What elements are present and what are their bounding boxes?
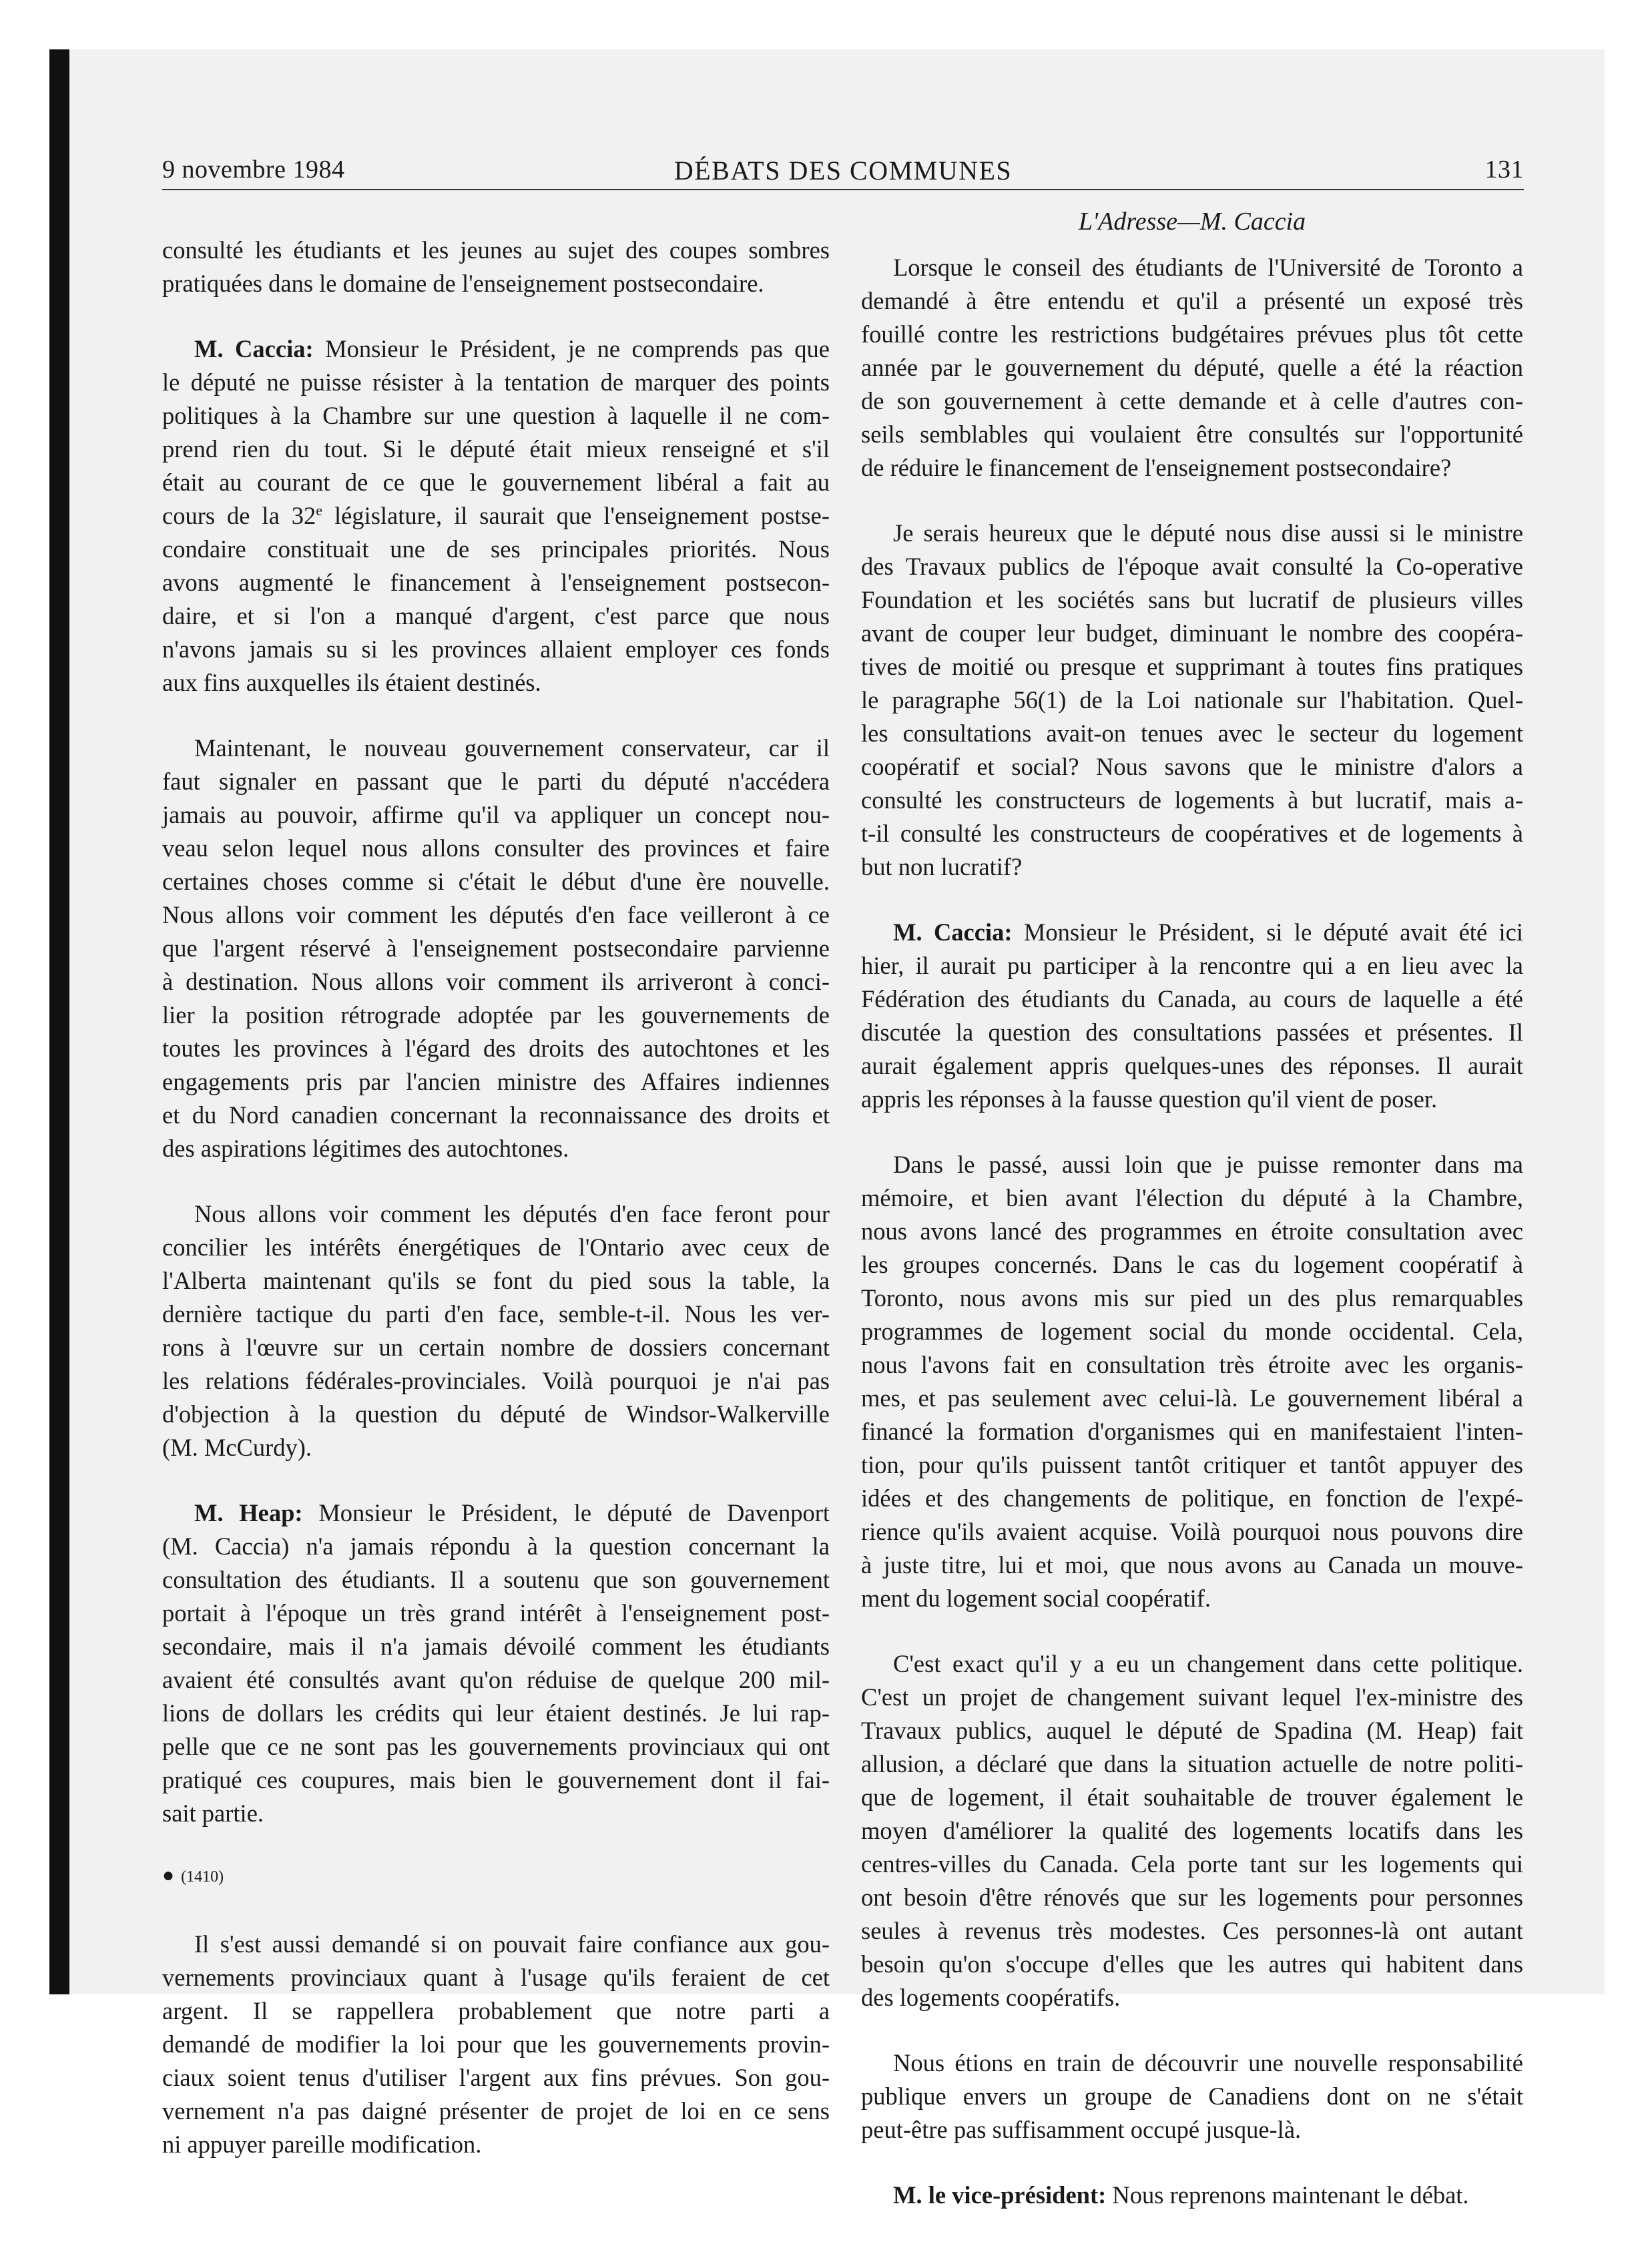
- text-run: cours de la 32: [162, 502, 316, 529]
- text-line: avant de couper leur budget, diminuant le nombre des coopéra-: [861, 619, 1523, 647]
- text-line: lions de dollars les crédits qui leur étaient destinés. Je lui rap-: [162, 1699, 830, 1727]
- paragraph: [861, 251, 1523, 485]
- text-line: fouillé contre les restrictions budgétaires prévues plus tôt cette: [861, 320, 1523, 348]
- text-line: que l'argent réservé à l'enseignement postsecondaire parvienne: [162, 934, 830, 962]
- paragraph: [162, 332, 830, 699]
- paragraph: [861, 916, 1523, 1116]
- paragraph: [861, 1148, 1523, 1615]
- text-line: tion, pour qu'ils puissent tantôt critiquer et tantôt appuyer des: [861, 1451, 1523, 1478]
- text-line: l'Alberta maintenant qu'ils se font du pied sous la table, la: [162, 1267, 830, 1294]
- paragraph: [162, 1197, 830, 1464]
- text-line: n'avons jamais su si les provinces allaient employer ces fonds: [162, 635, 830, 663]
- text-line: Nous allons voir comment les députés d'en face feront pour: [194, 1200, 830, 1227]
- text-line: Nous allons voir comment les députés d'en face veilleront à ce: [162, 901, 830, 928]
- paragraph: [861, 2046, 1523, 2147]
- paragraph: [861, 1647, 1523, 2014]
- text-line: but non lucratif?: [861, 853, 1023, 880]
- text-line: C'est exact qu'il y a eu un changement dans cette politique.: [893, 1650, 1523, 1677]
- text-line: de son gouvernement à cette demande et à celle d'autres con-: [861, 387, 1523, 414]
- text-line: appris les réponses à la fausse question qu'il vient de poser.: [861, 1085, 1438, 1113]
- text-line: Il s'est aussi demandé si on pouvait faire confiance aux gou-: [194, 1930, 830, 1958]
- text-line: (M. Caccia) n'a jamais répondu à la question concernant la: [162, 1532, 830, 1560]
- text-line: concilier les intérêts énergétiques de l'Ontario avec ceux de: [162, 1233, 830, 1261]
- right-column: [861, 200, 1523, 2244]
- text-line: portait à l'époque un très grand intérêt à l'enseignement post-: [162, 1599, 830, 1627]
- text-line: consulté les constructeurs de logements à but lucratif, mais a-: [861, 786, 1523, 814]
- text-line: [861, 916, 1523, 949]
- text-line: que de logement, il était souhaitable de trouver également le: [861, 1783, 1523, 1811]
- speech-text: Monsieur le Président, le député de Davenport: [318, 1499, 830, 1526]
- text-line: à destination. Nous allons voir comment ils arriveront à conci-: [162, 968, 830, 995]
- text-line: avaient été consultés avant qu'on réduise de quelque 200 mil-: [162, 1666, 830, 1693]
- text-line: le député ne puisse résister à la tentation de marquer des points: [162, 368, 830, 396]
- header-date: 9 novembre 1984: [162, 156, 345, 184]
- text-line: Fédération des étudiants du Canada, au cours de laquelle a été: [861, 985, 1523, 1013]
- text-line: était au courant de ce que le gouvernement libéral a fait au: [162, 469, 830, 496]
- text-line: dernière tactique du parti d'en face, semble-t-il. Nous les ver-: [162, 1300, 830, 1328]
- text-line: certaines choses comme si c'était le début d'une ère nouvelle.: [162, 868, 830, 895]
- text-line: à juste titre, lui et moi, que nous avons au Canada un mouve-: [861, 1551, 1523, 1579]
- text-line: Travaux publics, auquel le député de Spadina (M. Heap) fait: [861, 1717, 1523, 1744]
- text-line: jamais au pouvoir, affirme qu'il va appliquer un concept nou-: [162, 801, 830, 828]
- paragraph: [162, 234, 830, 300]
- text-line: consultation des étudiants. Il a soutenu que son gouvernement: [162, 1566, 830, 1593]
- running-head: L'Adresse—M. Caccia: [1078, 208, 1306, 236]
- text-line: les groupes concernés. Dans le cas du logement coopératif à: [861, 1251, 1523, 1278]
- text-line: avons augmenté le financement à l'enseignement postsecon-: [162, 569, 830, 596]
- text-line: lier la position rétrograde adoptée par les gouvernements de: [162, 1001, 830, 1029]
- paragraph: [861, 2179, 1523, 2212]
- scan-edge: [49, 49, 69, 1994]
- time-marker-text: (1410): [181, 1868, 224, 1886]
- text-line: pratiquées dans le domaine de l'enseignement postsecondaire.: [162, 270, 764, 297]
- text-line: aurait également appris quelques-unes des réponses. Il aurait: [861, 1052, 1523, 1079]
- text-line: t-il consulté les constructeurs de coopératives et de logements à: [861, 820, 1523, 847]
- text-line: moyen d'améliorer la qualité des logements locatifs dans les: [861, 1817, 1523, 1844]
- header-title: DÉBATS DES COMMUNES: [673, 156, 1013, 186]
- text-line: Dans le passé, aussi loin que je puisse remonter dans ma: [893, 1151, 1523, 1178]
- text-line: vernements provinciaux quant à l'usage qu'ils feraient de cet: [162, 1964, 830, 1991]
- text-line: prend rien du tout. Si le député était mieux renseigné et s'il: [162, 435, 830, 463]
- paragraph: [162, 1496, 830, 1830]
- text-line: d'objection à la question du député de Windsor-Walkerville: [162, 1400, 830, 1428]
- text-line: seules à revenus très modestes. Ces personnes-là ont autant: [861, 1917, 1523, 1944]
- speaker-name: M. Caccia:: [893, 918, 1013, 946]
- page-number: 131: [1484, 156, 1524, 184]
- text-line: ni appuyer pareille modification.: [162, 2131, 482, 2158]
- header-rule: [162, 189, 1524, 190]
- superscript: e: [316, 501, 322, 519]
- speech-text: Monsieur le Président, je ne comprends pas que: [325, 335, 830, 362]
- text-line: engagements pris par l'ancien ministre des Affaires indiennes: [162, 1068, 830, 1095]
- paragraph: [162, 1928, 830, 2161]
- text-line: des logements coopératifs.: [861, 1984, 1121, 2011]
- text-line: hier, il aurait pu participer à la rencontre qui a en lieu avec la: [861, 952, 1523, 979]
- text-line: tives de moitié ou presque et supprimant à toutes fins pratiques: [861, 653, 1523, 680]
- speech-text: Monsieur le Président, si le député avait été ici: [1023, 918, 1524, 946]
- text-line: Toronto, nous avons mis sur pied un des plus remarquables: [861, 1284, 1523, 1312]
- text-line: veau selon lequel nous allons consulter des provinces et faire: [162, 834, 830, 862]
- text-line: Lorsque le conseil des étudiants de l'Université de Toronto a: [893, 254, 1523, 281]
- paragraph: [162, 732, 830, 1165]
- text-line: [861, 2179, 1523, 2212]
- text-line: argent. Il se rappellera probablement que notre parti a: [162, 1997, 830, 2024]
- text-line: publique envers un groupe de Canadiens dont on ne s'était: [861, 2082, 1523, 2110]
- text-line: [162, 1496, 830, 1530]
- text-line: discutée la question des consultations passées et présentes. Il: [861, 1019, 1523, 1046]
- text-line: pratiqué ces coupures, mais bien le gouvernement dont il fai-: [162, 1766, 830, 1793]
- text-line: idées et des changements de politique, en fonction de l'expé-: [861, 1484, 1523, 1512]
- text-line: centres-villes du Canada. Cela porte tant sur les logements qui: [861, 1850, 1523, 1878]
- text-line: programmes de logement social du monde occidental. Cela,: [861, 1318, 1523, 1345]
- text-line: sait partie.: [162, 1799, 264, 1827]
- text-line: daire, et si l'on a manqué d'argent, c'est parce que nous: [162, 602, 830, 629]
- text-line: C'est un projet de changement suivant lequel l'ex-ministre des: [861, 1683, 1523, 1711]
- text-line: consulté les étudiants et les jeunes au sujet des coupes sombres: [162, 236, 830, 264]
- speech-text: Nous reprenons maintenant le débat.: [1112, 2181, 1469, 2209]
- text-line: coopératif et social? Nous savons que le ministre d'alors a: [861, 753, 1523, 780]
- text-line: les consultations avait-on tenues avec le secteur du logement: [861, 720, 1523, 747]
- text-line: (M. McCurdy).: [162, 1434, 312, 1461]
- text-line: Nous étions en train de découvrir une nouvelle responsabilité: [893, 2049, 1523, 2076]
- text-line: secondaire, mais il n'a jamais dévoilé comment les étudiants: [162, 1633, 830, 1660]
- text-line: vernement n'a pas daigné présenter de projet de loi en ce sens: [162, 2097, 830, 2125]
- text-line: allusion, a déclaré que dans la situation actuelle de notre politi-: [861, 1750, 1523, 1777]
- text-line: et du Nord canadien concernant la reconnaissance des droits et: [162, 1101, 830, 1129]
- text-line: mémoire, et bien avant l'élection du député à la Chambre,: [861, 1184, 1523, 1211]
- speaker-name: M. Caccia:: [194, 335, 314, 362]
- text-line: nous l'avons fait en consultation très étroite avec les organis-: [861, 1351, 1523, 1378]
- text-line: politiques à la Chambre sur une question à laquelle il ne com-: [162, 402, 830, 429]
- text-line: année par le gouvernement du député, quelle a été la réaction: [861, 354, 1523, 381]
- speaker-name: M. le vice-président:: [893, 2181, 1107, 2209]
- speaker-name: M. Heap:: [194, 1499, 303, 1526]
- text-line: des Travaux publics de l'époque avait consulté la Co-operative: [861, 553, 1523, 580]
- text-line: demandé à être entendu et qu'il a présenté un exposé très: [861, 287, 1523, 314]
- text-line: faut signaler en passant que le parti du député n'accédera: [162, 768, 830, 795]
- paragraph: [861, 517, 1523, 884]
- text-line: mes, et pas seulement avec celui-là. Le gouvernement libéral a: [861, 1384, 1523, 1412]
- text-line: toutes les provinces à l'égard des droits des autochtones et les: [162, 1035, 830, 1062]
- text-line: rons à l'œuvre sur un certain nombre de dossiers concernant: [162, 1334, 830, 1361]
- text-line: ment du logement social coopératif.: [861, 1585, 1211, 1612]
- text-line: Maintenant, le nouveau gouvernement conservateur, car il: [194, 734, 830, 762]
- left-column: [162, 234, 830, 2193]
- text-line: [162, 499, 830, 533]
- text-line: financé la formation d'organismes qui en manifestaient l'inten-: [861, 1418, 1523, 1445]
- text-line: seils semblables qui voulaient être consultés sur l'opportunité: [861, 420, 1523, 448]
- text-line: Je serais heureux que le député nous dise aussi si le ministre: [893, 519, 1523, 547]
- text-line: de réduire le financement de l'enseignement postsecondaire?: [861, 454, 1452, 481]
- text-line: aux fins auxquelles ils étaient destinés.: [162, 669, 541, 696]
- text-line: besoin qu'on s'occupe d'elles que les autres qui habitent dans: [861, 1950, 1523, 1978]
- page-header: [162, 155, 1524, 190]
- text-line: les relations fédérales-provinciales. Voilà pourquoi je n'ai pas: [162, 1367, 830, 1394]
- text-run: législature, il saurait que l'enseignement postse-: [322, 502, 830, 529]
- text-line: demandé de modifier la loi pour que les gouvernements provin-: [162, 2030, 830, 2058]
- text-line: ont besoin d'être rénovés que sur les logements pour personnes: [861, 1884, 1523, 1911]
- text-line: des aspirations légitimes des autochtones.: [162, 1135, 569, 1162]
- text-line: [162, 332, 830, 366]
- time-marker: [162, 1862, 830, 1889]
- text-line: condaire constituait une de ses principales priorités. Nous: [162, 535, 830, 563]
- text-line: ciaux soient tenus d'utiliser l'argent aux fins prévues. Son gou-: [162, 2064, 830, 2091]
- text-line: nous avons lancé des programmes en étroite consultation avec: [861, 1217, 1523, 1245]
- text-line: pelle que ce ne sont pas les gouvernements provinciaux qui ont: [162, 1733, 830, 1760]
- text-line: peut-être pas suffisamment occupé jusque-là.: [861, 2116, 1302, 2143]
- text-line: rience qu'ils avaient acquise. Voilà pourquoi nous pouvons dire: [861, 1518, 1523, 1545]
- bullet-icon: ●: [162, 1864, 175, 1886]
- text-line: Foundation et les sociétés sans but lucratif de plusieurs villes: [861, 586, 1523, 613]
- text-line: le paragraphe 56(1) de la Loi nationale sur l'habitation. Quel-: [861, 686, 1523, 714]
